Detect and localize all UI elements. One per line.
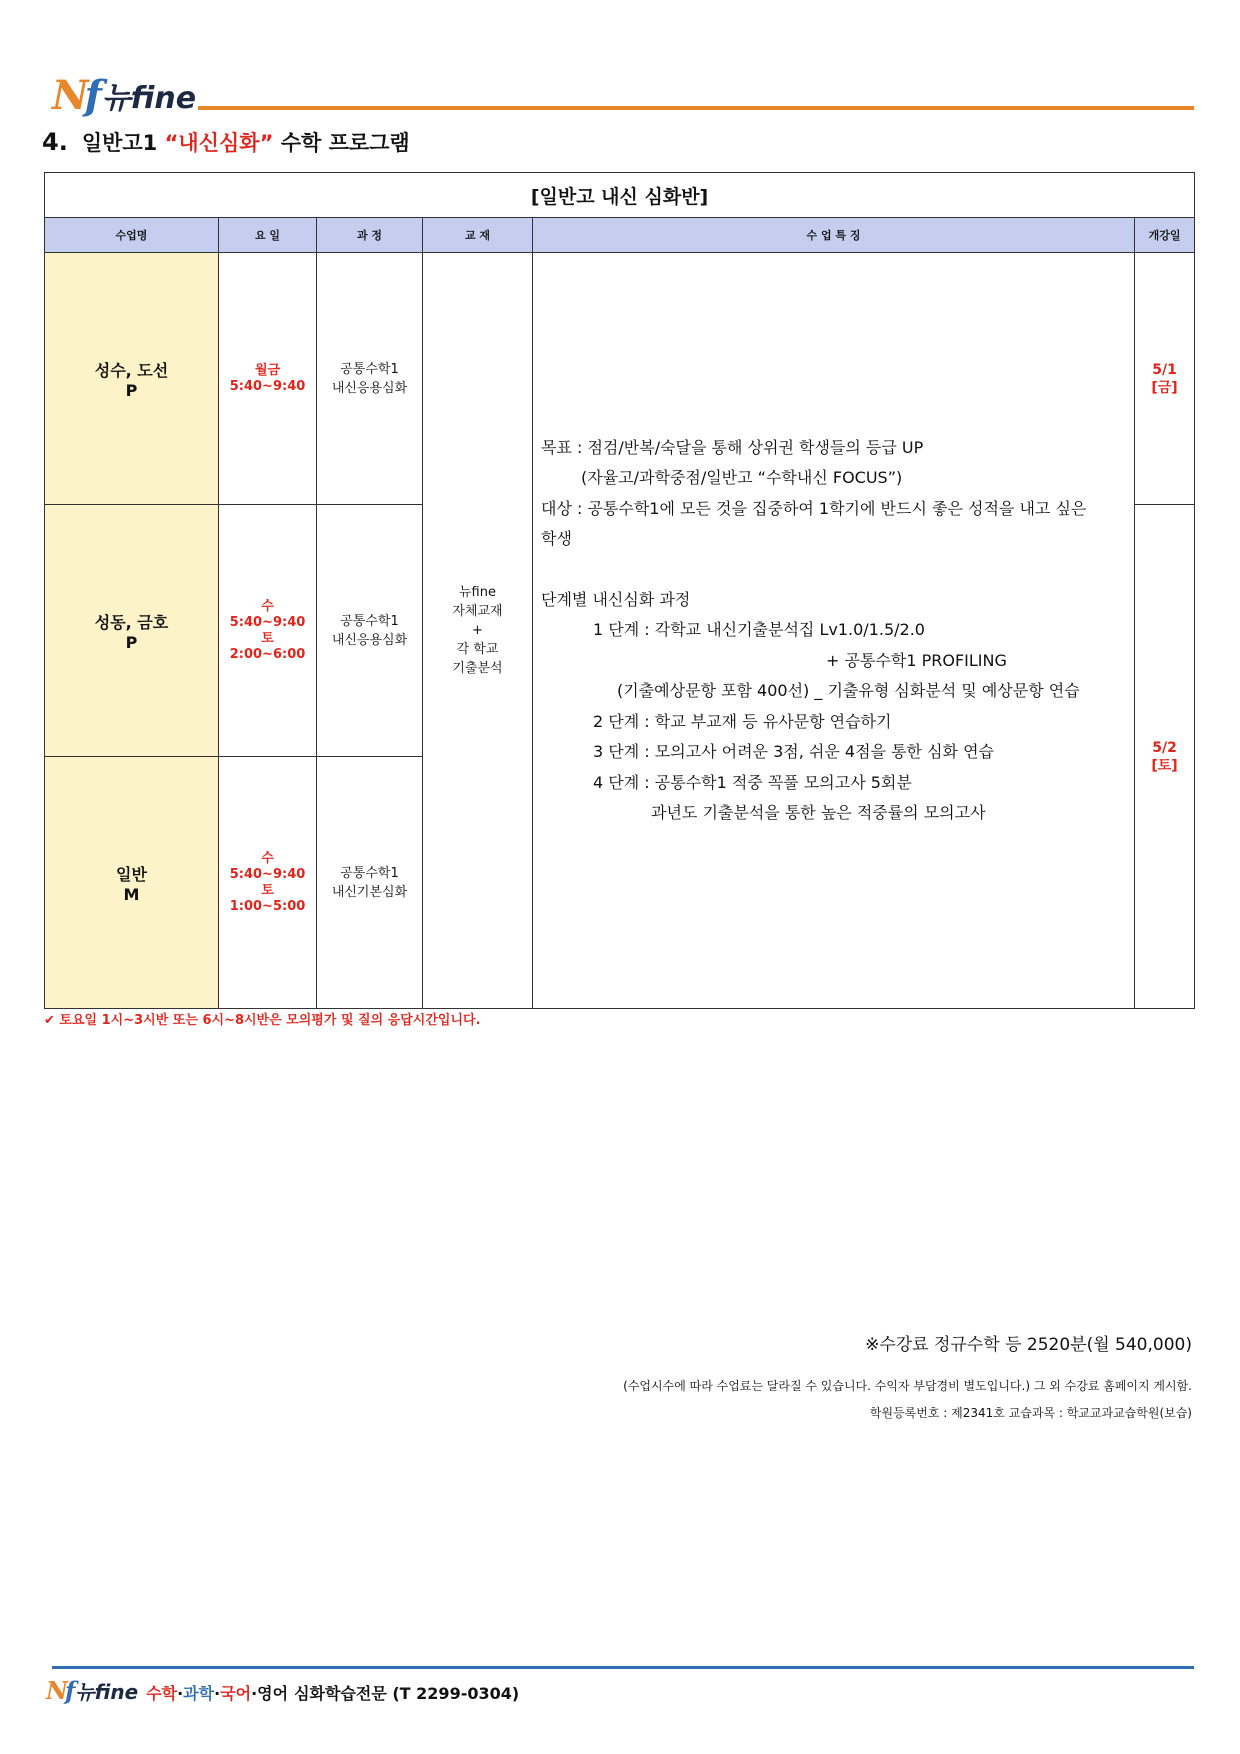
class-days: 월금 5:40~9:40 bbox=[219, 253, 317, 505]
feature-target-cont: 학생 bbox=[541, 529, 572, 548]
footer-rule bbox=[52, 1666, 1194, 1669]
logo-mark: Nf bbox=[52, 72, 98, 119]
logo-name: 뉴fine bbox=[101, 81, 197, 116]
course-name: 성수, 도선 P bbox=[45, 253, 219, 505]
heading-number: 4. bbox=[42, 128, 68, 156]
subject-korean: 국어 bbox=[220, 1684, 252, 1703]
heading-quoted: “내신심화” bbox=[164, 131, 274, 155]
class-features bbox=[533, 253, 1135, 1009]
course-name: 성동, 금호 P bbox=[45, 505, 219, 757]
header-course: 수업명 bbox=[45, 218, 219, 253]
registration-info: 학원등록번호 : 제2341호 교습과목 : 학교교과교습학원(보습) bbox=[869, 1406, 1192, 1420]
feature-step-3: 3 단계 : 모의고사 어려운 3점, 쉬운 4점을 통한 심화 연습 bbox=[593, 742, 994, 761]
subject-english: 영어 bbox=[257, 1684, 289, 1703]
feature-goal-sub: (자율고/과학중점/일반고 “수학내신 FOCUS”) bbox=[581, 468, 903, 487]
textbook-cell: 뉴fine 자체교재 + 각 학교 기출분석 bbox=[423, 253, 533, 1009]
feature-step-4b: 과년도 기출분석을 통한 높은 적중률의 모의고사 bbox=[651, 803, 986, 822]
brand-logo bbox=[52, 72, 197, 119]
open-date: 5/1 [금] bbox=[1135, 253, 1195, 505]
table-header-row bbox=[45, 218, 1195, 253]
footer-tagline: 심화학습전문 (T 2299-0304) bbox=[294, 1684, 520, 1703]
feature-goal: 목표 : 점검/반복/숙달을 통해 상위권 학생들의 등급 UP bbox=[541, 437, 924, 457]
footer: Nf 뉴fine 수학 · 과학 · 국어 · 영어 심화학습전문 (T 2299-0304) bbox=[46, 1676, 520, 1705]
course-process: 공통수학1 내신응용심화 bbox=[317, 505, 423, 757]
tuition-fee: ※수강료 정규수학 등 2520분(월 540,000) bbox=[865, 1335, 1192, 1355]
feature-step-1c: (기출예상문항 포함 400선) _ 기출유형 심화분석 및 예상문항 연습 bbox=[617, 681, 1080, 700]
footer-logo-mark: Nf bbox=[46, 1676, 73, 1705]
feature-step-4: 4 단계 : 공통수학1 적중 꼭풀 모의고사 5회분 bbox=[593, 772, 912, 792]
table-row bbox=[45, 253, 1195, 505]
header-features: 수 업 특 징 bbox=[533, 218, 1135, 253]
feature-step-1b: + 공통수학1 PROFILING bbox=[826, 650, 1007, 670]
saturday-note: ✔ 토요일 1시~3시반 또는 6시~8시반은 모의평가 및 질의 응답시간입니다. bbox=[44, 1013, 481, 1028]
table-title: [일반고 내신 심화반] bbox=[45, 173, 1195, 218]
tuition-disclaimer: (수업시수에 따라 수업료는 달라질 수 있습니다. 수익자 부담경비 별도입니다.) 그 외 수강료 홈페이지 게시함. bbox=[623, 1379, 1192, 1393]
feature-steps-title: 단계별 내신심화 과정 bbox=[541, 589, 691, 609]
feature-step-2: 2 단계 : 학교 부교재 등 유사문항 연습하기 bbox=[593, 711, 892, 731]
heading-suffix: 수학 프로그램 bbox=[280, 131, 410, 155]
subject-science: 과학 bbox=[183, 1684, 215, 1703]
course-name: 일반 M bbox=[45, 757, 219, 1009]
class-days: 수 5:40~9:40 토 1:00~5:00 bbox=[219, 757, 317, 1009]
header-process: 과 정 bbox=[317, 218, 423, 253]
header-day: 요 일 bbox=[219, 218, 317, 253]
feature-step-1: 1 단계 : 각학교 내신기출분석집 Lv1.0/1.5/2.0 bbox=[593, 620, 925, 639]
header-rule bbox=[198, 106, 1194, 110]
course-process: 공통수학1 내신응용심화 bbox=[317, 253, 423, 505]
heading-prefix: 일반고1 bbox=[81, 131, 158, 155]
subject-math: 수학 bbox=[146, 1684, 178, 1703]
header-open-date: 개강일 bbox=[1135, 218, 1195, 253]
page-heading bbox=[42, 127, 410, 157]
program-table bbox=[44, 172, 1195, 1009]
footer-logo-name: 뉴fine bbox=[75, 1680, 139, 1704]
feature-target: 대상 : 공통수학1에 모든 것을 집중하여 1학기에 반드시 좋은 성적을 내고 싶은 bbox=[541, 498, 1087, 518]
course-process: 공통수학1 내신기본심화 bbox=[317, 757, 423, 1009]
open-date: 5/2 [토] bbox=[1135, 505, 1195, 1009]
class-days: 수 5:40~9:40 토 2:00~6:00 bbox=[219, 505, 317, 757]
header-textbook: 교 재 bbox=[423, 218, 533, 253]
